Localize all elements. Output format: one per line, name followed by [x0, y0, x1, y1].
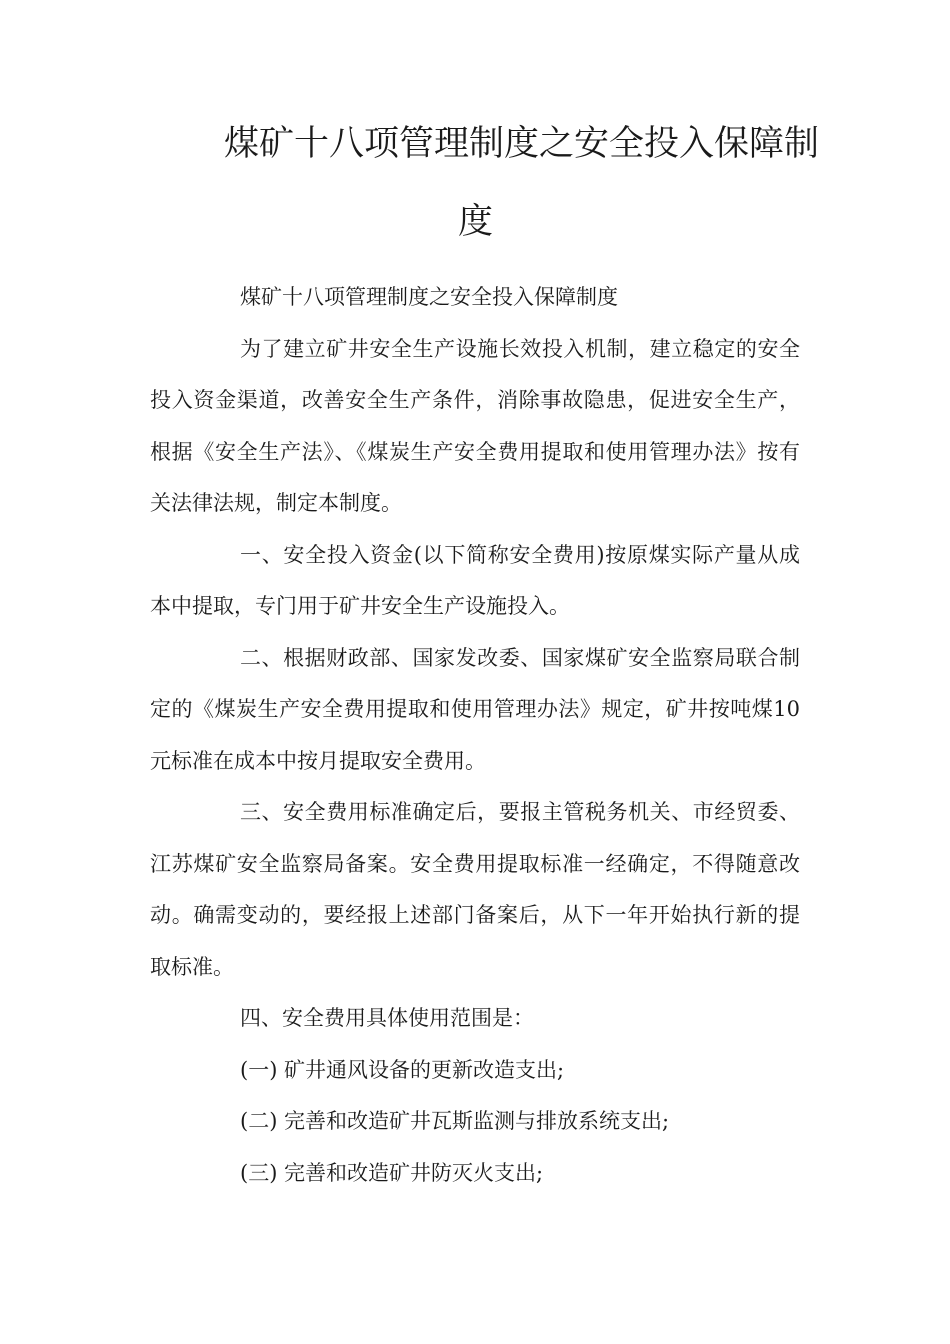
- paragraph-subitem-2: (二) 完善和改造矿井瓦斯监测与排放系统支出;: [240, 1109, 670, 1133]
- paragraph-subtitle: 煤矿十八项管理制度之安全投入保障制度: [240, 285, 618, 309]
- paragraph-item-3: 三、安全费用标准确定后，要报主管税务机关、市经贸委、江苏煤矿安全监察局备案。安全费用提取标准一经确定，不得随意改动。确需变动的，要经报上述部门备案后，从下一年开始执行新的提取标准。: [150, 800, 800, 979]
- paragraph-subitem-1: (一) 矿井通风设备的更新改造支出;: [240, 1057, 565, 1082]
- paragraph-subitem-3: (三) 完善和改造矿井防灭火支出;: [240, 1160, 544, 1185]
- paragraph-item-4: 四、安全费用具体使用范围是：: [240, 1006, 534, 1030]
- paragraph-item-1: 一、安全投入资金(以下简称安全费用)按原煤实际产量从成本中提取，专门用于矿井安全生产设施投入。: [150, 542, 800, 618]
- document-title-line2: 度: [458, 202, 494, 242]
- paragraph-item-2: 二、根据财政部、国家发改委、国家煤矿安全监察局联合制定的《煤炭生产安全费用提取和使用管理办法》规定，矿井按吨煤10元标准在成本中按月提取安全费用。: [150, 645, 800, 773]
- document-body: [150, 272, 800, 1199]
- paragraph-intro: 为了建立矿井安全生产设施长效投入机制，建立稳定的安全投入资金渠道，改善安全生产条件，消除事故隐患，促进安全生产，根据《安全生产法》、《煤炭生产安全费用提取和使用管理办法》按有关法律法规，制定本制度。: [150, 336, 800, 515]
- document-title-line1: 煤矿十八项管理制度之安全投入保障制: [224, 124, 820, 164]
